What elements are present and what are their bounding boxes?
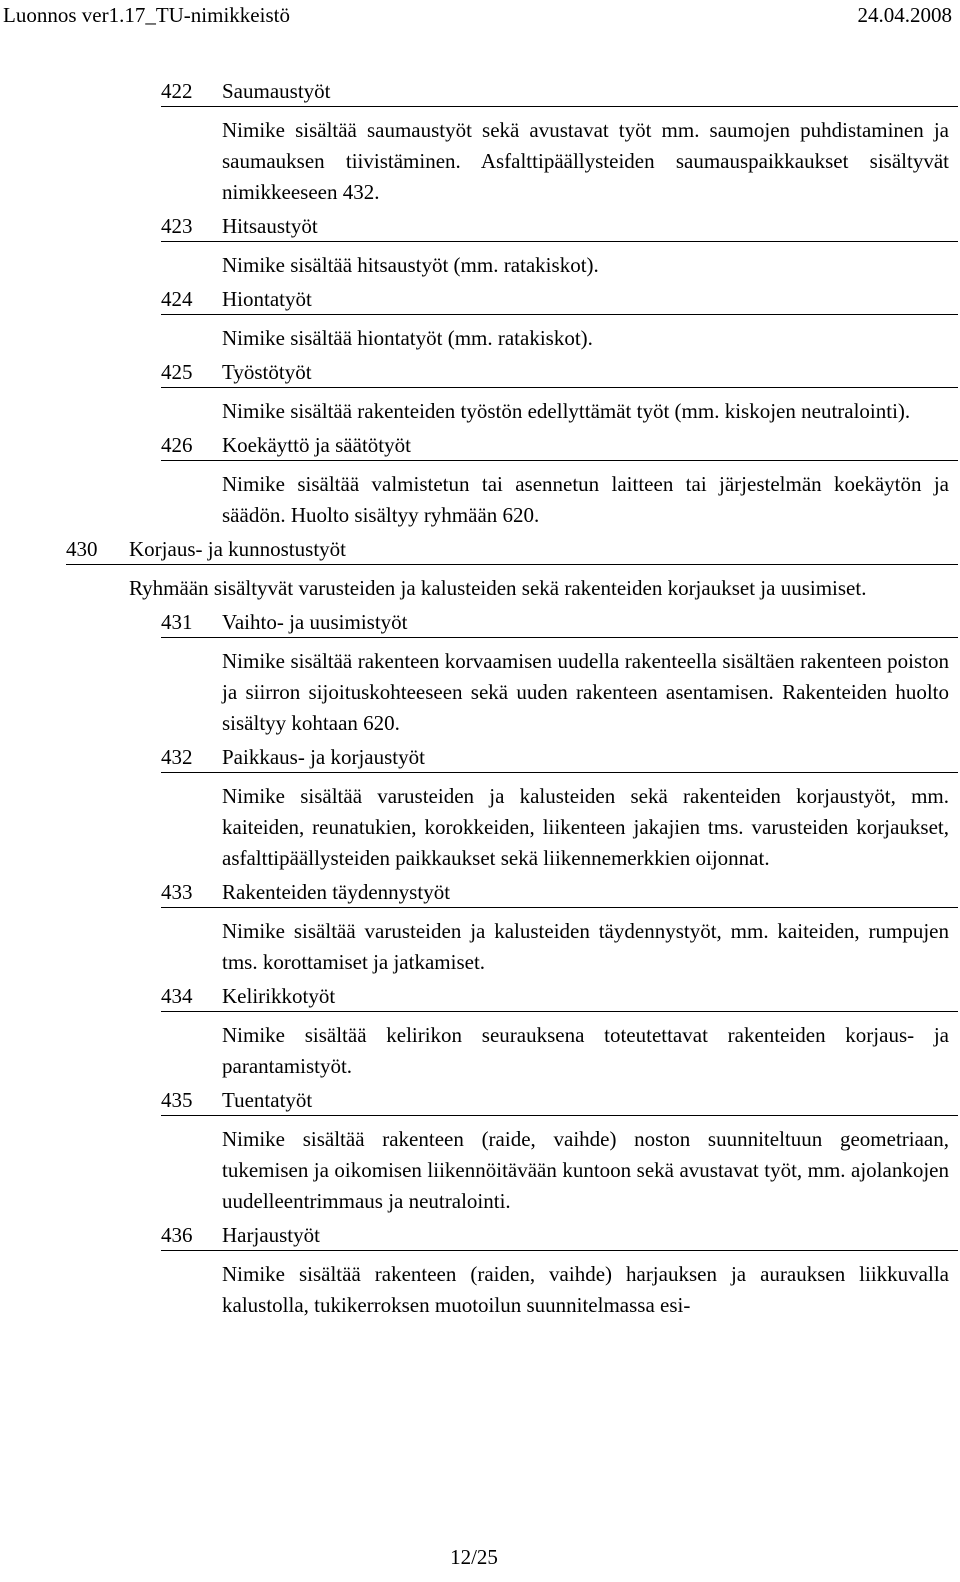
section-description: Nimike sisältää varusteiden ja kalusteiden sekä rakenteiden korjaustyöt, mm. kaiteiden, reunatukien, korokkeiden, liikenteen jakajien tms. varusteiden korjaukset, asfalttipäällysteiden paikkaukset sekä liikennemerkkien oijonnat. (222, 784, 949, 870)
section-description: Nimike sisältää saumaustyöt sekä avustavat työt mm. saumojen puhdistaminen ja saumauksen tiivistäminen. Asfalttipäällysteiden saumauspaikkaukset sisältyvät nimikkeeseen 432. (222, 118, 949, 204)
section-heading (161, 1085, 958, 1116)
section-code: 425 (161, 360, 193, 384)
section-item-436 (0, 1220, 960, 1321)
page-number: 12/25 (450, 1545, 498, 1569)
section-heading (161, 284, 958, 315)
section-item-432 (0, 742, 960, 874)
section-heading (161, 607, 958, 638)
section-heading (161, 981, 958, 1012)
section-code: 423 (161, 214, 193, 238)
section-item-422 (0, 76, 960, 208)
section-heading (161, 211, 958, 242)
section-heading (161, 76, 958, 107)
section-code: 435 (161, 1088, 193, 1112)
section-item-425 (0, 357, 960, 427)
section-description: Nimike sisältää valmistetun tai asennetun laitteen tai järjestelmän koekäytön ja säädön. Huolto sisältyy ryhmään 620. (222, 472, 949, 527)
section-heading (161, 357, 958, 388)
section-description: Nimike sisältää rakenteen (raide, vaihde) noston suunniteltuun geometriaan, tukemisen ja oikomisen liikennöitävään kuntoon sekä avustavat työt, mm. ajolankojen uudelleentrimmaus ja neutralointi. (222, 1127, 949, 1213)
section-code: 431 (161, 610, 193, 634)
section-code: 436 (161, 1223, 193, 1247)
section-description: Nimike sisältää hitsaustyöt (mm. ratakiskot). (222, 253, 599, 277)
section-title: Koekäyttö ja säätötyöt (222, 433, 411, 457)
section-description: Nimike sisältää rakenteiden työstön edellyttämät työt (mm. kiskojen neutralointi). (222, 399, 911, 423)
section-item-434 (0, 981, 960, 1082)
section-item-430 (0, 534, 960, 604)
section-title: Harjaustyöt (222, 1223, 320, 1247)
section-code: 434 (161, 984, 193, 1008)
section-title: Työstötyöt (222, 360, 312, 384)
section-code: 426 (161, 433, 193, 457)
section-code: 424 (161, 287, 193, 311)
section-code: 432 (161, 745, 193, 769)
section-title: Kelirikkotyöt (222, 984, 336, 1008)
section-title: Saumaustyöt (222, 79, 331, 103)
section-title: Paikkaus- ja korjaustyöt (222, 745, 425, 769)
section-heading (161, 877, 958, 908)
section-item-426 (0, 430, 960, 531)
section-item-424 (0, 284, 960, 354)
section-description: Nimike sisältää rakenteen korvaamisen uudella rakenteella sisältäen rakenteen poiston ja siirron sijoituskohteeseen sekä uuden rakenteen asentamisen. Rakenteiden huolto sisältyy kohtaan 620. (222, 649, 949, 735)
document-body (0, 76, 960, 1324)
section-item-431 (0, 607, 960, 739)
section-item-435 (0, 1085, 960, 1217)
section-code: 433 (161, 880, 193, 904)
page-footer (0, 1545, 960, 1570)
section-item-423 (0, 211, 960, 281)
group-title: Korjaus- ja kunnostustyöt (129, 537, 346, 561)
section-code: 422 (161, 79, 193, 103)
document-title: Luonnos ver1.17_TU-nimikkeistö (3, 3, 290, 27)
section-heading (161, 1220, 958, 1251)
section-title: Tuentatyöt (222, 1088, 313, 1112)
section-title: Hiontatyöt (222, 287, 312, 311)
page-header (0, 0, 956, 36)
section-item-433 (0, 877, 960, 978)
group-description: Ryhmään sisältyvät varusteiden ja kalusteiden sekä rakenteiden korjaukset ja uusimiset. (129, 576, 867, 600)
section-title: Hitsaustyöt (222, 214, 318, 238)
section-heading (161, 742, 958, 773)
section-title: Vaihto- ja uusimistyöt (222, 610, 408, 634)
section-description: Nimike sisältää hiontatyöt (mm. ratakiskot). (222, 326, 593, 350)
section-title: Rakenteiden täydennystyöt (222, 880, 451, 904)
group-code: 430 (66, 537, 98, 561)
group-heading (66, 534, 958, 565)
section-description: Nimike sisältää varusteiden ja kalusteiden täydennystyöt, mm. kaiteiden, rumpujen tms. korottamiset ja jatkamiset. (222, 919, 949, 974)
document-date: 24.04.2008 (857, 3, 952, 27)
section-description: Nimike sisältää rakenteen (raiden, vaihde) harjauksen ja aurauksen liikkuvalla kalustolla, tukikerroksen muotoilun suunnitelmassa esi- (222, 1262, 949, 1317)
section-description: Nimike sisältää kelirikon seurauksena toteutettavat rakenteiden korjaus- ja parantamistyöt. (222, 1023, 949, 1078)
section-heading (161, 430, 958, 461)
